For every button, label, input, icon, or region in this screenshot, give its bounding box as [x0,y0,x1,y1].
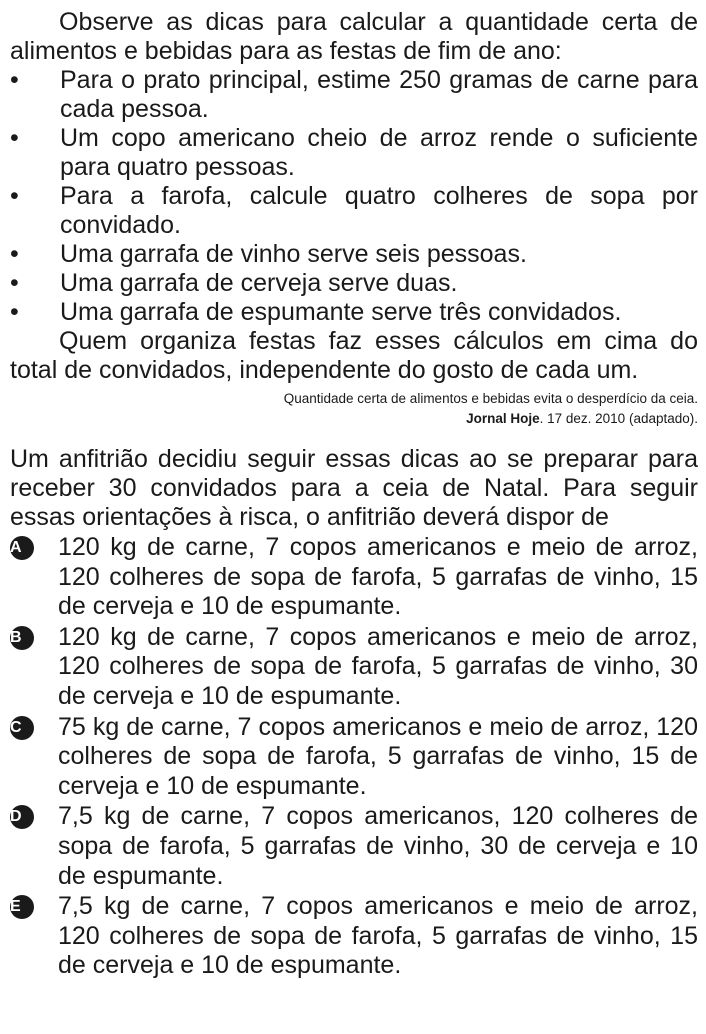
question-stem: Um anfitrião decidiu seguir essas dicas ao se preparar para receber 30 convidados para a ceia de Natal. Para seguir essas orientações à risca, o anfitrião deverá dispor de [10,445,698,531]
tip-item [10,182,698,240]
tips-list [10,66,698,327]
tip-item [10,66,698,124]
option-text: 120 kg de carne, 7 copos americanos e meio de arroz, 120 colheres de sopa de farofa, 5 garrafas de vinho, 30 de cerveja e 10 de espumante. [58,622,698,710]
source-journal: Jornal Hoje [466,411,540,426]
bullet-icon: • [10,298,19,326]
source-date: . 17 dez. 2010 (adaptado). [539,411,698,426]
tip-text: Uma garrafa de espumante serve três convidados. [60,298,622,326]
tip-item [10,240,698,269]
tip-text: Para o prato principal, estime 250 gramas de carne para cada pessoa. [60,66,698,123]
option-letter-badge: B [10,626,34,650]
tip-text: Uma garrafa de vinho serve seis pessoas. [60,240,527,268]
source-journal-line [10,409,698,429]
option-letter-badge: E [10,895,34,919]
bullet-icon: • [10,124,19,152]
source-citation [10,389,698,429]
option-letter-badge: D [10,805,34,829]
document-page [10,8,698,982]
option-text: 120 kg de carne, 7 copos americanos e meio de arroz, 120 colheres de sopa de farofa, 5 garrafas de vinho, 15 de cerveja e 10 de espumante. [58,533,698,621]
intro-paragraph: Observe as dicas para calcular a quantidade certa de alimentos e bebidas para as festas de fim de ano: [10,8,698,65]
tip-text: Para a farofa, calcule quatro colheres de sopa por convidado. [60,182,698,239]
tip-text: Um copo americano cheio de arroz rende o suficiente para quatro pessoas. [60,124,698,181]
option-e[interactable] [10,892,698,981]
bullet-icon: • [10,66,19,94]
answer-options [10,533,698,981]
option-letter-badge: A [10,536,34,560]
tip-text: Uma garrafa de cerveja serve duas. [60,269,458,297]
option-text: 75 kg de carne, 7 copos americanos e meio de arroz, 120 colheres de sopa de farofa, 5 garrafas de vinho, 15 de cerveja e 10 de espumante. [58,712,698,800]
tip-item [10,269,698,298]
option-letter-badge: C [10,716,34,740]
bullet-icon: • [10,240,19,268]
bullet-icon: • [10,269,19,297]
option-c[interactable] [10,713,698,802]
option-b[interactable] [10,623,698,712]
option-a[interactable] [10,533,698,622]
tip-item [10,124,698,182]
closing-paragraph: Quem organiza festas faz esses cálculos em cima do total de convidados, independente do gosto de cada um. [10,327,698,384]
tip-item [10,298,698,327]
option-text: 7,5 kg de carne, 7 copos americanos, 120 colheres de sopa de farofa, 5 garrafas de vinho, 30 de cerveja e 10 de espumante. [58,802,698,890]
option-d[interactable] [10,802,698,891]
bullet-icon: • [10,182,19,210]
source-article: Quantidade certa de alimentos e bebidas evita o desperdício da ceia. [283,391,698,406]
option-text: 7,5 kg de carne, 7 copos americanos e meio de arroz, 120 colheres de sopa de farofa, 5 garrafas de vinho, 15 de cerveja e 10 de espumante. [58,892,698,980]
